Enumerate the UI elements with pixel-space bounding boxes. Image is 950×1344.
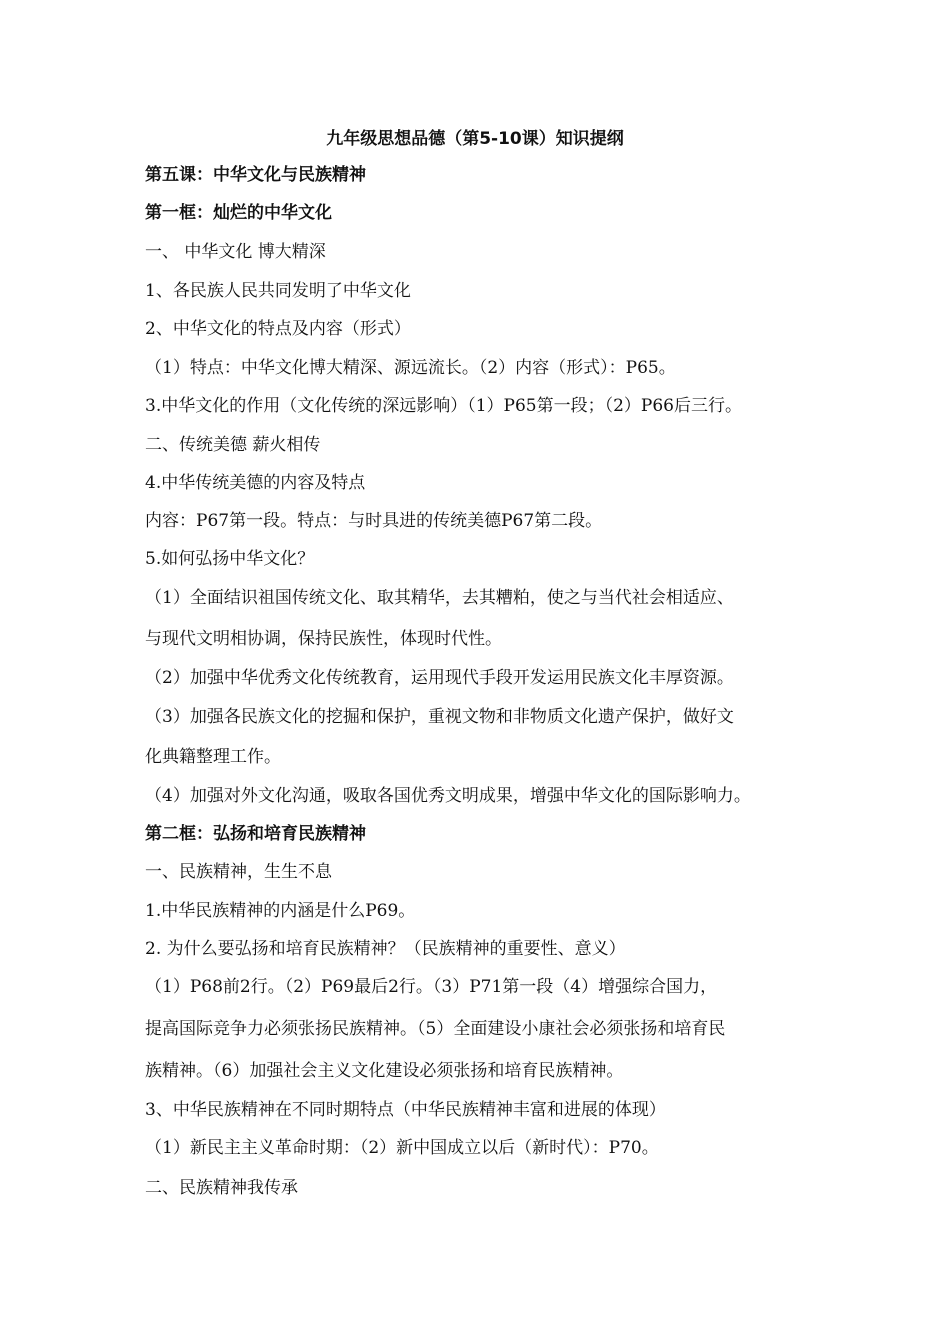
text-line: （1）特点：中华文化博大精深、源远流长。（2）内容（形式）：P65。 — [145, 358, 676, 378]
section-heading: 第一框：灿烂的中华文化 — [145, 203, 332, 223]
text-line: 3、中华民族精神在不同时期特点（中华民族精神丰富和进展的体现） — [145, 1100, 666, 1120]
text-line: 提高国际竞争力必须张扬民族精神。（5）全面建设小康社会必须张扬和培育民 — [145, 1019, 726, 1039]
text-line: （1）全面结识祖国传统文化、取其精华，去其糟粕，使之与当代社会相适应、 — [145, 588, 734, 608]
section-heading: 第二框：弘扬和培育民族精神 — [145, 824, 366, 844]
text-line: 二、民族精神我传承 — [145, 1178, 298, 1198]
text-line: （4）加强对外文化沟通，吸取各国优秀文明成果，增强中华文化的国际影响力。 — [145, 786, 751, 806]
text-line: 内容：P67第一段。特点：与时具进的传统美德P67第二段。 — [145, 511, 603, 531]
text-line: （1）新民主主义革命时期：（2）新中国成立以后（新时代）：P70。 — [145, 1138, 659, 1158]
text-line: 一、民族精神，生生不息 — [145, 862, 332, 882]
text-line: 族精神。（6）加强社会主义文化建设必须张扬和培育民族精神。 — [145, 1061, 624, 1081]
lesson-heading: 第五课：中华文化与民族精神 — [145, 165, 366, 185]
text-line: （1）P68前2行。（2）P69最后2行。（3）P71第一段（4）增强综合国力， — [145, 977, 718, 997]
text-line: 与现代文明相协调，保持民族性，体现时代性。 — [145, 629, 502, 649]
text-line: 1.中华民族精神的内涵是什么P69。 — [145, 901, 416, 921]
text-line: 5.如何弘扬中华文化？ — [145, 549, 315, 569]
text-line: （2）加强中华优秀文化传统教育，运用现代手段开发运用民族文化丰厚资源。 — [145, 668, 734, 688]
document-title: 九年级思想品德（第5-10课）知识提纲 — [326, 129, 624, 149]
text-line: 2. 为什么要弘扬和培育民族精神？（民族精神的重要性、意义） — [145, 939, 626, 959]
text-line: （3）加强各民族文化的挖掘和保护，重视文物和非物质文化遗产保护，做好文 — [145, 707, 734, 727]
text-line: 4.中华传统美德的内容及特点 — [145, 473, 366, 493]
text-line: 一、 中华文化 博大精深 — [145, 242, 326, 262]
text-line: 二、传统美德 薪火相传 — [145, 435, 321, 455]
text-line: 3.中华文化的作用（文化传统的深远影响）（1）P65第一段；（2）P66后三行。 — [145, 396, 742, 416]
text-line: 2、中华文化的特点及内容（形式） — [145, 319, 411, 339]
text-line: 1、各民族人民共同发明了中华文化 — [145, 281, 411, 301]
text-line: 化典籍整理工作。 — [145, 747, 281, 767]
